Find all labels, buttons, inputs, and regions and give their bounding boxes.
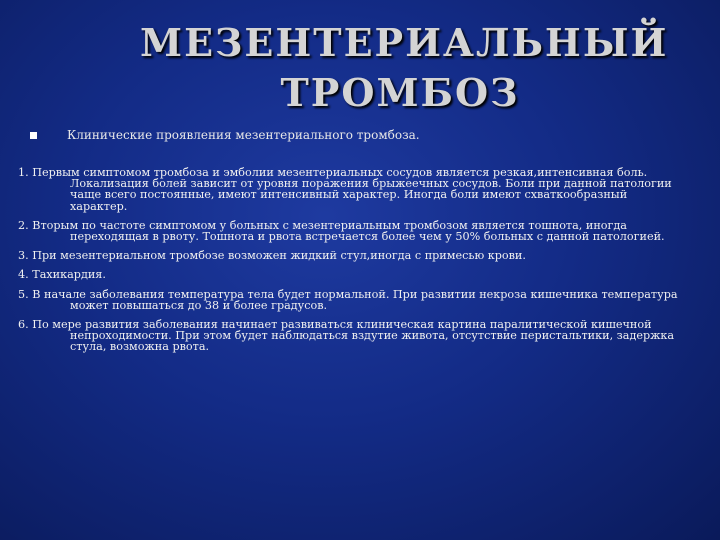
- square-bullet-icon: [30, 132, 37, 139]
- title-line-2: ТРОМБОЗ: [280, 70, 520, 115]
- slide-title: [60, 18, 669, 118]
- bullet-row: [30, 128, 690, 142]
- list-item: 5. В начале заболевания температура тела будет нормальной. При развитии некроза кишечника температура может повышаться до 38 и более градусов.: [18, 287, 678, 312]
- list-item: 6. По мере развития заболевания начинает развиваться клиническая картина паралитической кишечной непроходимости. При этом будет наблюдаться вздутие живота, отсутствие перистальтики, задержка стула, возможна рвота.: [18, 318, 675, 354]
- list-item: 4. Тахикардия.: [18, 268, 106, 282]
- title-line-1: МЕЗЕНТЕРИАЛЬНЫЙ: [140, 20, 669, 65]
- list-item: 1. Первым симптомом тромбоза и эмболии мезентериальных сосудов является резкая,интенсивная боль. Локализация болей зависит от уровня поражения брыжеечных сосудов. Боли при данной патологии чаще всего постоянные, имеют интенсивный характер. Иногда боли имеют схваткообразный характер.: [18, 166, 672, 213]
- bullet-text: Клинические проявления мезентериального тромбоза.: [67, 128, 420, 142]
- list-item: 3. При мезентериальном тромбозе возможен жидкий стул,иногда с примесью крови.: [18, 249, 526, 263]
- list-item: 2. Вторым по частоте симптомом у больных с мезентериальным тромбозом является тошнота, иногда переходящая в рвоту. Тошнота и рвота встречается более чем у 50% больных с данной патологией.: [18, 218, 665, 244]
- body-text: [18, 167, 688, 361]
